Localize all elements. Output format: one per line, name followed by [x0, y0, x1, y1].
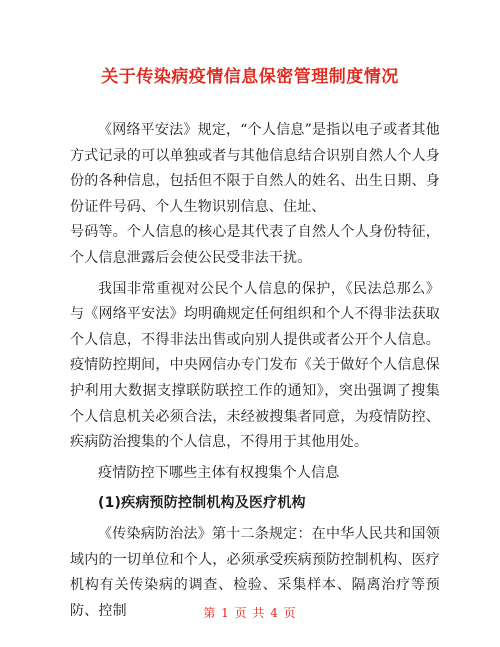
paragraph-legal-protection: 我国非常重视对公民个人信息的保护，《民法总那么》与《网络平安法》均明确规定任何组织和个人不得非法获取个人信息，不得非法出售或向别人提供或者公开个人信息。疫情防控期间，中央网信办专门发布《关于做好个人信息保护利用大数据支撑联防联控工作的通知》，突出强调了搜集个人信息机关必须合法，未经被搜集者同意，为疫情防控、疾病防治搜集的个人信息，不得用于其他用处。 — [70, 280, 440, 451]
document-title: 关于传染病疫情信息保密管理制度情况 — [101, 67, 399, 87]
paragraph-privacy-core: 号码等。个人信息的核心是其代表了自然人个人身份特征，个人信息泄露后会使公民受非法干扰。 — [70, 224, 440, 266]
page-indicator: 第 1 页 共 4 页 — [203, 606, 297, 620]
paragraph-privacy-definition: 《网络平安法》规定，“个人信息”是指以电子或者其他方式记录的可以单独或者与其他信息结合识别自然人个人身份的各种信息，包括但不限于自然人的姓名、出生日期、身份证件号码、个人生物识别信息、住址、 — [70, 122, 440, 215]
paragraph-law-article: 《传染病防治法》第十二条规定：在中华人民共和国领域内的一切单位和个人，必须承受疾病预防控制机构、医疗机构有关传染病的调查、检验、采集样本、隔离治疗等预防、控制 — [70, 525, 440, 619]
section-heading-disease-control: (1)疾病预防控制机构及医疗机构 — [98, 495, 306, 512]
paragraph-question: 疫情防控下哪些主体有权搜集个人信息 — [98, 464, 340, 481]
document-body — [70, 118, 440, 624]
